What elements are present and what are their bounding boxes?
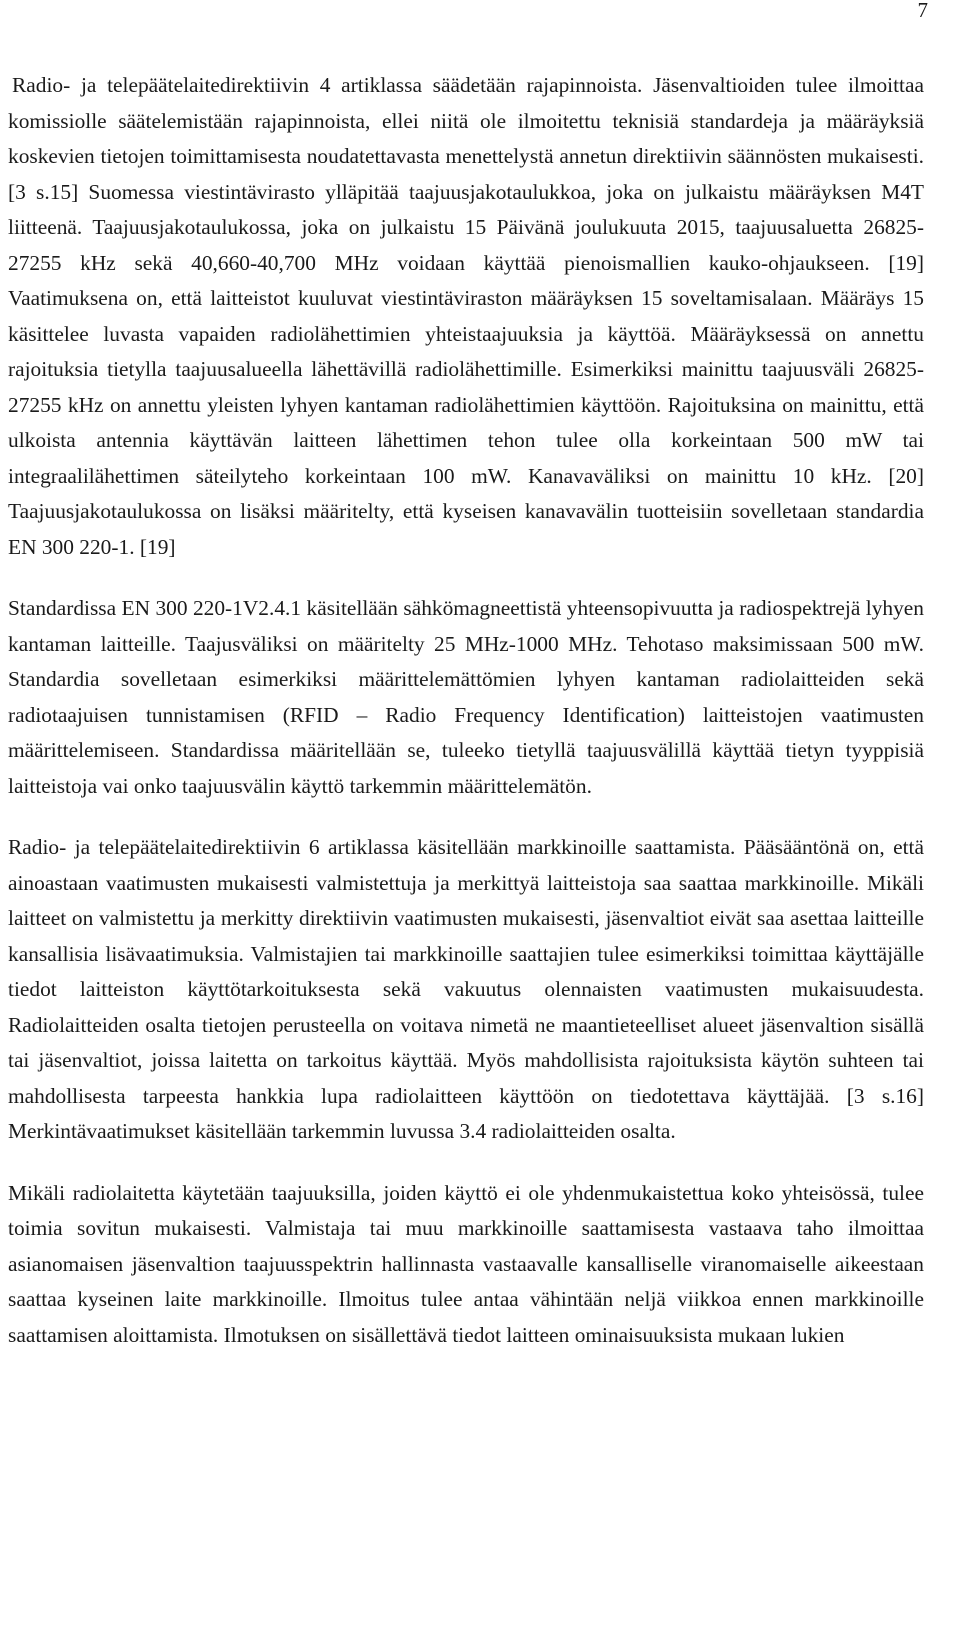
page-number: 7 xyxy=(917,0,928,22)
paragraph-notification: Mikäli radiolaitetta käytetään taajuuksilla, joiden käyttö ei ole yhdenmukaistettua koko yhteisössä, tulee toimia sovitun mukaisesti. Valmistaja tai muu markkinoille saattamisesta vastaava taho ilmoittaa asianomaisen jäsenvaltion taajuusspektrin hallinnasta vastaavalle kansalliselle viranomaiselle aikeestaan saattaa kyseinen laite markkinoille. Ilmoitus tulee antaa vähintään neljä viikkoa ennen markkinoille saattamisen aloittamista. Ilmotuksen on sisällettävä tiedot laitteen ominaisuuksista mukaan lukien xyxy=(8,1180,924,1347)
paragraph-gap xyxy=(8,565,924,591)
paragraph-interfaces: Radio- ja telepäätelaitedirektiivin 4 artiklassa säädetään rajapinnoista. Jäsenvaltioiden tulee ilmoittaa komissiolle säätelemistään rajapinnoista, ellei niitä ole ilmoitettu teknisiä standardeja ja määräyksiä koskevien tietojen toimittamisesta noudatettavasta menettelystä annetun direktiivin säännösten mukaisesti. [3 s.15] Suomessa viestintävirasto ylläpitää taajuusjakotaulukkoa, joka on julkaistu määräyksen M4T liitteenä. Taajuusjakotaulukossa, joka on julkaistu 15 Päivänä joulukuuta 2015, taajuusaluetta 26825-27255 kHz sekä 40,660-40,700 MHz voidaan käyttää pienoismallien kauko-ohjaukseen. [19] Vaatimuksena on, että laitteistot kuuluvat viestintäviraston määräyksen 15 soveltamisalaan. Määräys 15 käsittelee luvasta vapaiden radiolähettimien yhteistaajuuksia ja käyttöä. Määräyksessä on annettu rajoituksia tietylla taajuusalueella lähettävillä radiolähettimille. Esimerkiksi mainittu taajuusväli 26825-27255 kHz on annettu yleisten lyhyen kantaman radiolähettimien käyttöön. Rajoituksina on mainittu, että ulkoista antennia käyttävän laitteen lähettimen tehon tulee olla korkeintaan 500 mW tai integraalilähettimen säteilyteho korkeintaan 100 mW. Kanavaväliksi on mainittu 10 kHz. [20] Taajuusjakotaulukossa on lisäksi määritelty, että kyseisen kanavavälin tuotteisiin sovelletaan standardia EN 300 220-1. [19] xyxy=(8,73,924,559)
paragraph-gap xyxy=(8,1150,924,1176)
paragraph-gap xyxy=(8,804,924,830)
paragraph-standard: Standardissa EN 300 220-1V2.4.1 käsitellään sähkömagneettistä yhteensopivuutta ja radiospektrejä lyhyen kantaman laitteille. Taajusväliksi on määritelty 25 MHz-1000 MHz. Tehotaso maksimissaan 500 mW. Standardia sovelletaan esimerkiksi määrittelemättömien lyhyen kantaman radiolaitteiden sekä radiotaajuisen tunnistamisen (RFID – Radio Frequency Identification) laitteistojen vaatimusten määrittelemiseen. Standardissa määritellään se, tuleeko tietyllä taajuusvälillä käyttää tietyn tyyppisiä laitteistoja vai onko taajuusvälin käyttö tarkemmin määrittelemätön. xyxy=(8,596,924,798)
paragraph-market-placement: Radio- ja telepäätelaitedirektiivin 6 artiklassa käsitellään markkinoille saattamista. Pääsääntönä on, että ainoastaan vaatimusten mukaisesti valmistettuja ja merkittyä laitteistoja saa saattaa markkinoille. Mikäli laitteet on valmistettu ja merkitty direktiivin vaatimusten mukaisesti, jäsenvaltiot eivät saa asettaa laitteille kansallisia lisävaatimuksia. Valmistajien tai markkinoille saattajien tulee esimerkiksi toimittaa käyttäjälle tiedot laitteiston käyttötarkoituksesta sekä vakuutus olennaisten vaatimusten mukaisuudesta. Radiolaitteiden osalta tietojen perusteella on voitava nimetä ne maantieteelliset alueet jäsenvaltion sisällä tai jäsenvaltiot, joissa laitetta on tarkoitus käyttää. Myös mahdollisista rajoituksista käytön suhteen tai mahdollisesta tarpeesta hankkia lupa radiolaitteen käyttöön on tiedotettava käyttäjää. [3 s.16] Merkintävaatimukset käsitellään tarkemmin luvussa 3.4 radiolaitteiden osalta. xyxy=(8,835,924,1143)
document-body xyxy=(8,68,924,1353)
